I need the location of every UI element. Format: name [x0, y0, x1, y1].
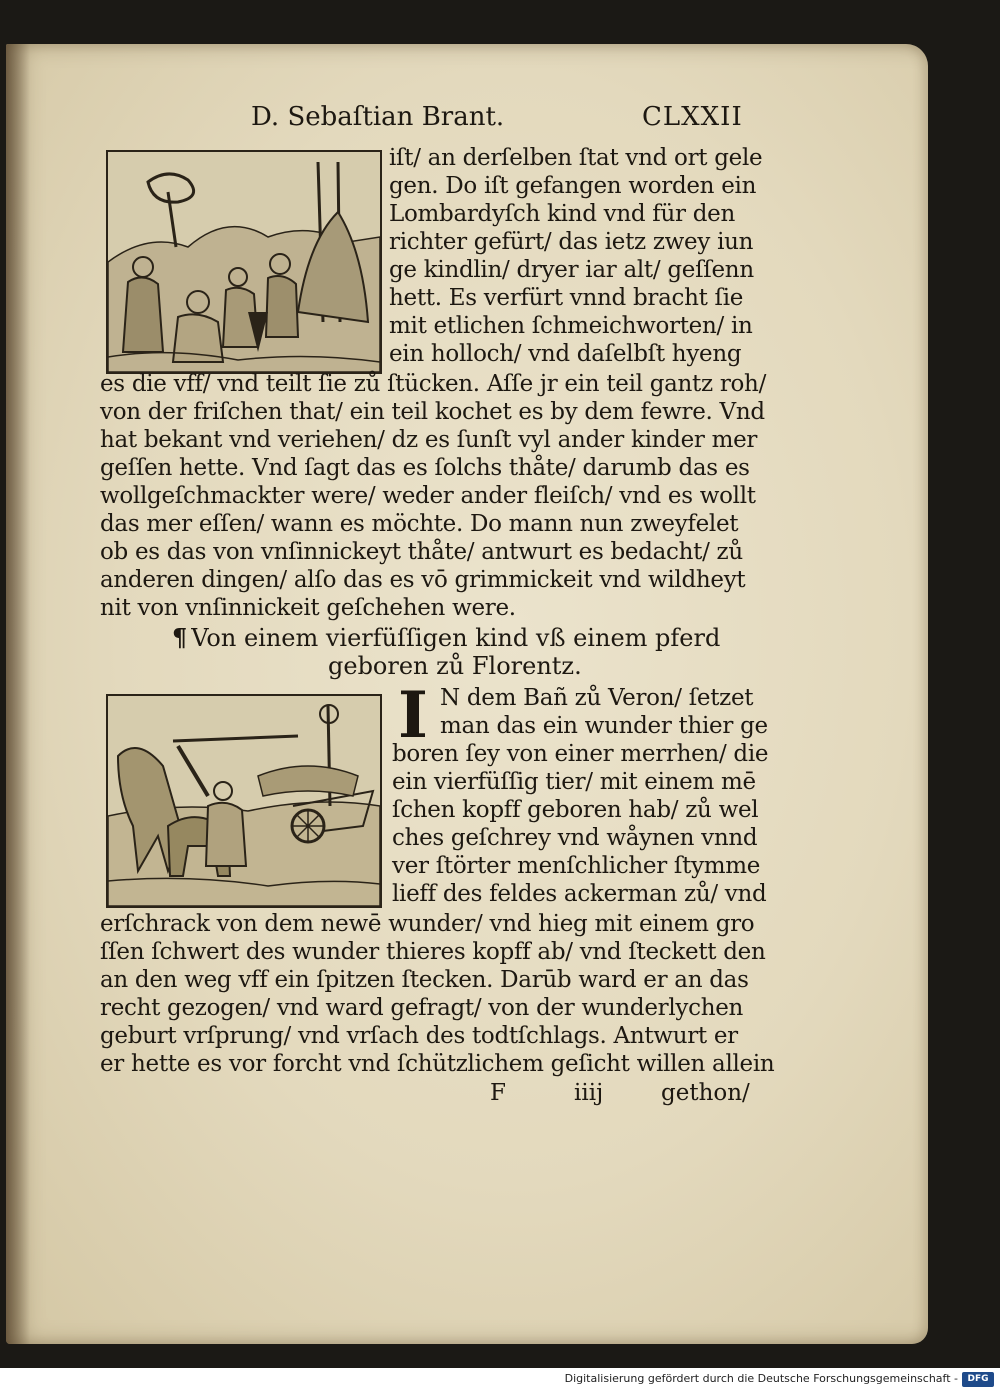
page-text	[6, 44, 928, 1344]
section-heading-line-1: Von einem vierfüſſigen kind vß einem pferd	[191, 624, 721, 652]
text-line: ob es das von vnſinnickeyt thåte/ antwurt es bedacht/ zů	[100, 539, 743, 565]
text-line: recht gezogen/ vnd ward gefragt/ von der wunderlychen	[100, 995, 744, 1021]
folio-number: CLXXII	[642, 102, 743, 132]
text-line: mit etlichen ſchmeichworten/ in	[389, 313, 753, 339]
text-line: nit von vnſinnickeit geſchehen were.	[100, 595, 516, 621]
book-page	[6, 44, 928, 1344]
text-line: ge kindlin/ dryer iar alt/ geſſenn	[389, 257, 754, 283]
text-line: er hette es vor forcht vnd ſchützlichem geſicht willen allein	[100, 1051, 775, 1077]
signature-mark: iiij	[574, 1080, 604, 1106]
decorated-initial: I	[398, 678, 428, 753]
text-line: boren ſey von einer merrhen/ die	[392, 741, 769, 767]
text-line: an den weg vff ein ſpitzen ſtecken. Darūb ward er an das	[100, 967, 749, 993]
pilcrow-mark: ¶	[172, 623, 188, 652]
text-line: ver ſtörter menſchlicher ſtymme	[392, 853, 761, 879]
text-line: man das ein wunder thier ge	[440, 713, 768, 739]
text-line: iſt/ an derſelben ſtat vnd ort gele	[389, 145, 763, 171]
text-line: geburt vrſprung/ vnd vrſach des todtſchlags. Antwurt er	[100, 1023, 738, 1049]
text-line: richter gefürt/ das ietz zwey iun	[389, 229, 754, 255]
text-line: erſchrack von dem newē wunder/ vnd hieg mit einem gro	[100, 911, 755, 937]
dfg-logo: DFG	[962, 1372, 994, 1387]
text-line: das mer eſſen/ wann es möchte. Do mann nun zweyfelet	[100, 511, 739, 537]
catchword: gethon/	[661, 1080, 750, 1106]
section-heading	[172, 624, 720, 652]
text-line: von der friſchen that/ ein teil kochet es by dem fewre. Vnd	[100, 399, 765, 425]
text-line: geſſen hette. Vnd ſagt das es ſolchs thåte/ darumb das es	[100, 455, 750, 481]
text-line: es die vff/ vnd teilt ſie zů ſtücken. Aſſe jr ein teil gantz roh/	[100, 371, 767, 397]
text-line: gen. Do iſt gefangen worden ein	[389, 173, 757, 199]
woodcut-illustration-2	[106, 694, 382, 908]
text-line: Lombardyſch kind vnd für den	[389, 201, 735, 227]
text-line: ein holloch/ vnd daſelbſt hyeng	[389, 341, 742, 367]
text-line: ches geſchrey vnd wåynen vnnd	[392, 825, 758, 851]
text-line: wollgeſchmackter were/ weder ander fleiſch/ vnd es wollt	[100, 483, 756, 509]
footer-credit: Digitalisierung gefördert durch die Deutsche Forschungsgemeinschaft -	[564, 1372, 958, 1385]
woodcut-2-drawing	[108, 696, 380, 906]
text-line: hat bekant vnd veriehen/ dz es ſunſt vyl ander kinder mer	[100, 427, 758, 453]
text-line: ſchen kopff geboren hab/ zů wel	[392, 797, 759, 823]
footer-bar	[0, 1368, 1000, 1391]
text-line: N dem Bañ zů Veron/ ſetzet	[440, 685, 754, 711]
signature-letter: F	[490, 1080, 506, 1106]
text-line: hett. Es verfürt vnnd bracht ſie	[389, 285, 744, 311]
text-line: ſſen ſchwert des wunder thieres kopff ab/ vnd ſteckett den	[100, 939, 766, 965]
text-line: ein vierfüſſig tier/ mit einem mē	[392, 769, 756, 795]
woodcut-1-drawing	[108, 152, 380, 372]
text-line: anderen dingen/ alſo das es vō grimmickeit vnd wildheyt	[100, 567, 746, 593]
running-head: D. Sebaſtian Brant.	[251, 102, 505, 132]
woodcut-illustration-1	[106, 150, 382, 374]
section-heading-line-2: geboren zů Florentz.	[328, 652, 582, 680]
text-line: lieff des feldes ackerman zů/ vnd	[392, 881, 767, 907]
